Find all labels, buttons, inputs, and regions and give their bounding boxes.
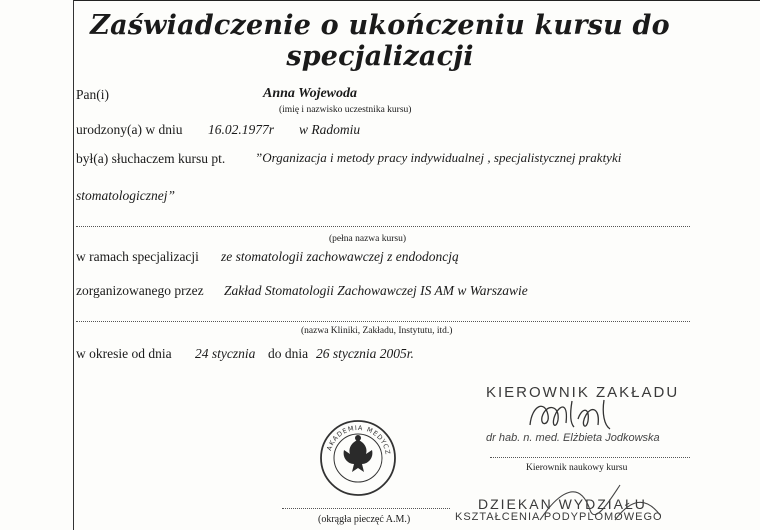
birth-place: w Radomiu <box>299 122 361 137</box>
seal-ring-label: AKADEMIA MEDYCZNA <box>315 412 392 456</box>
head-dotted-line <box>490 457 690 458</box>
head-stamp-title: KIEROWNIK ZAKŁADU <box>486 384 680 401</box>
seal-dotted-line <box>282 508 450 509</box>
course-caption: (pełna nazwa kursu) <box>329 234 407 244</box>
course-title-line2: stomatologicznej” <box>76 188 176 203</box>
period-to-date: 26 stycznia 2005r. <box>316 346 414 361</box>
dean-stamp-line1: DZIEKAN WYDZIAŁU <box>478 496 647 512</box>
period-to-label: do dnia <box>268 346 309 361</box>
period-from-date: 24 stycznia <box>195 346 256 361</box>
organizer-caption: (nazwa Kliniki, Zakładu, Instytutu, itd.) <box>301 326 453 336</box>
organizer-value: Zakład Stomatologii Zachowawczej IS AM w Warszawie <box>224 283 528 298</box>
birth-date: 16.02.1977r <box>208 122 275 137</box>
head-stamp-name: dr hab. n. med. Elżbieta Jodkowska <box>486 432 660 444</box>
organizer-dotted-line <box>76 321 690 322</box>
svg-text:AKADEMIA MEDYCZNA <box>315 412 392 456</box>
certificate-title: Zaświadczenie o ukończeniu kursu do specjalizacji <box>90 10 670 72</box>
seal-caption: (okrągła pieczęć A.M.) <box>318 514 411 525</box>
person-prefix: Pan(i) <box>76 87 109 102</box>
specialization-value: ze stomatologii zachowawczej z endodoncją <box>221 249 459 264</box>
specialization-label: w ramach specjalizacji <box>76 249 199 264</box>
course-label: był(a) słuchaczem kursu pt. <box>76 151 226 166</box>
seal-ring-text <box>315 412 398 498</box>
dean-stamp-line2: KSZTAŁCENIA PODYPLOMOWEGO <box>455 511 663 523</box>
course-dotted-line <box>76 226 690 227</box>
dean-signature <box>520 470 670 530</box>
head-stamp-caption: Kierownik naukowy kursu <box>526 463 628 473</box>
organizer-label: zorganizowanego przez <box>76 283 204 298</box>
document-top-border <box>73 0 760 1</box>
person-name-caption: (imię i nazwisko uczestnika kursu) <box>279 105 412 115</box>
birth-label: urodzony(a) w dniu <box>76 122 183 137</box>
person-name: Anna Wojewoda <box>263 86 358 101</box>
period-from-label: w okresie od dnia <box>76 346 172 361</box>
course-title-line1: ”Organizacja i metody pracy indywidualnej , specjalistycznej praktyki <box>255 150 622 165</box>
document-left-border <box>73 0 74 530</box>
